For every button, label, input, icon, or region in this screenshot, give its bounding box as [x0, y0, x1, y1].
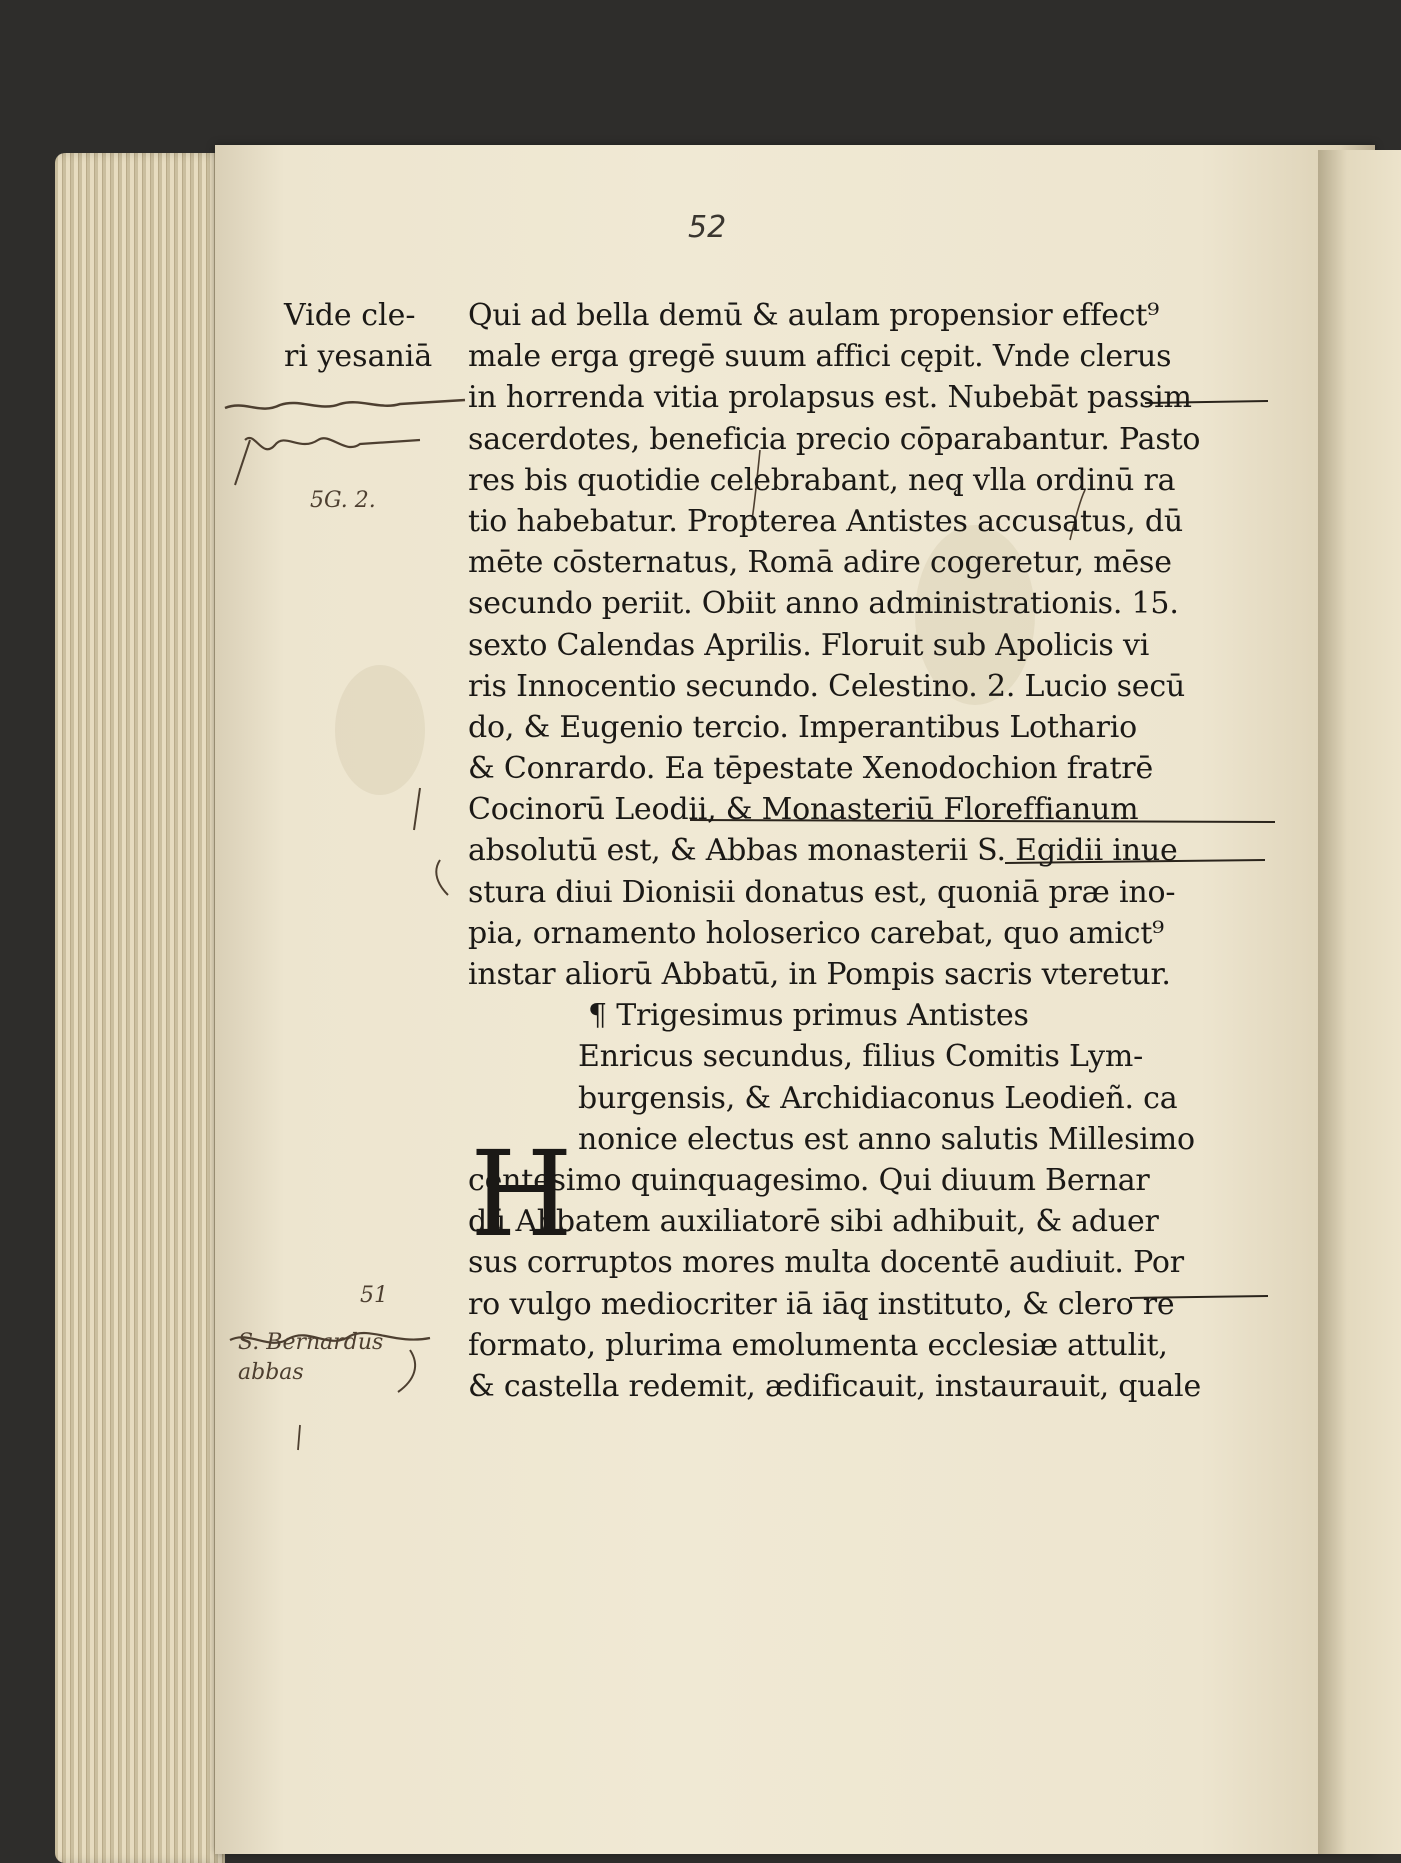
text-line: sexto Calendas Aprilis. Floruit sub Apolicis vi	[468, 627, 1150, 663]
text-line: & castella redemit, ædificauit, instaurauit, quale	[468, 1368, 1201, 1404]
text-line: Enricus secundus, filius Comitis Lym-	[578, 1039, 1144, 1075]
text-line: sacerdotes, beneficia precio cōparabantur. Pasto	[468, 421, 1201, 457]
text-line: stura diui Dionisii donatus est, quoniā præ ino-	[468, 874, 1176, 910]
text-line: formato, plurima emolumenta ecclesiæ attulit,	[468, 1327, 1168, 1363]
text-line: nonice electus est anno salutis Millesimo	[578, 1121, 1195, 1157]
folio-number: 52	[688, 210, 727, 245]
text-line: male erga gregē suum affici cępit. Vnde clerus	[468, 339, 1172, 375]
text-line: in horrenda vitia prolapsus est. Nubebāt passim	[468, 380, 1192, 416]
text-line: dū Abbatem auxiliatorē sibi adhibuit, & aduer	[468, 1204, 1159, 1240]
text-line: ris Innocentio secundo. Celestino. 2. Lucio secū	[468, 668, 1186, 704]
margin-note-line: Vide cle-	[284, 298, 416, 333]
margin-note-line: ri yesaniā	[284, 339, 433, 375]
text-line: instar aliorū Abbatū, in Pompis sacris vteretur.	[468, 957, 1171, 992]
text-line: pia, ornamento holoserico carebat, quo amict⁹	[468, 915, 1165, 951]
text-line: burgensis, & Archidiaconus Leodieñ. ca	[578, 1080, 1178, 1116]
text-line: res bis quotidie celebrabant, neq̨ vlla ordinū ra	[468, 462, 1176, 498]
text-line: tio habebatur. Propterea Antistes accusatus, dū	[468, 503, 1183, 539]
handwritten-note: 51	[360, 1283, 388, 1308]
main-text	[468, 295, 1268, 1407]
text-line: secundo periit. Obiit anno administrationis. 15.	[468, 586, 1179, 622]
handwritten-note: S. Bernardus abbas	[238, 1330, 384, 1385]
text-line: & Conrardo. Ea tēpestate Xenodochion fratrē	[468, 751, 1154, 787]
text-line: do, & Eugenio tercio. Imperantibus Lothario	[468, 709, 1137, 745]
text-line: Cocinorū Leodii, & Monasteriū Floreffianum	[468, 792, 1139, 828]
handwritten-note: 5G. 2.	[310, 488, 376, 513]
text-line: Qui ad bella demū & aulam propensior effect⁹	[468, 298, 1160, 333]
text-line: absolutū est, & Abbas monasterii S. Egidii inue	[468, 833, 1178, 869]
section-heading: ¶ Trigesimus primus Antistes	[588, 998, 1029, 1034]
text-line: centesimo quinquagesimo. Qui diuum Bernar	[468, 1162, 1150, 1198]
text-line: sus corruptos mores multa docentē audiuit. Por	[468, 1245, 1184, 1281]
drop-cap: H	[470, 1125, 573, 1263]
text-line: mēte cōsternatus, Romā adire cogeretur, mēse	[468, 545, 1172, 581]
text-line: ro vulgo mediocriter iā iāq̨ instituto, & clero re	[468, 1286, 1175, 1322]
